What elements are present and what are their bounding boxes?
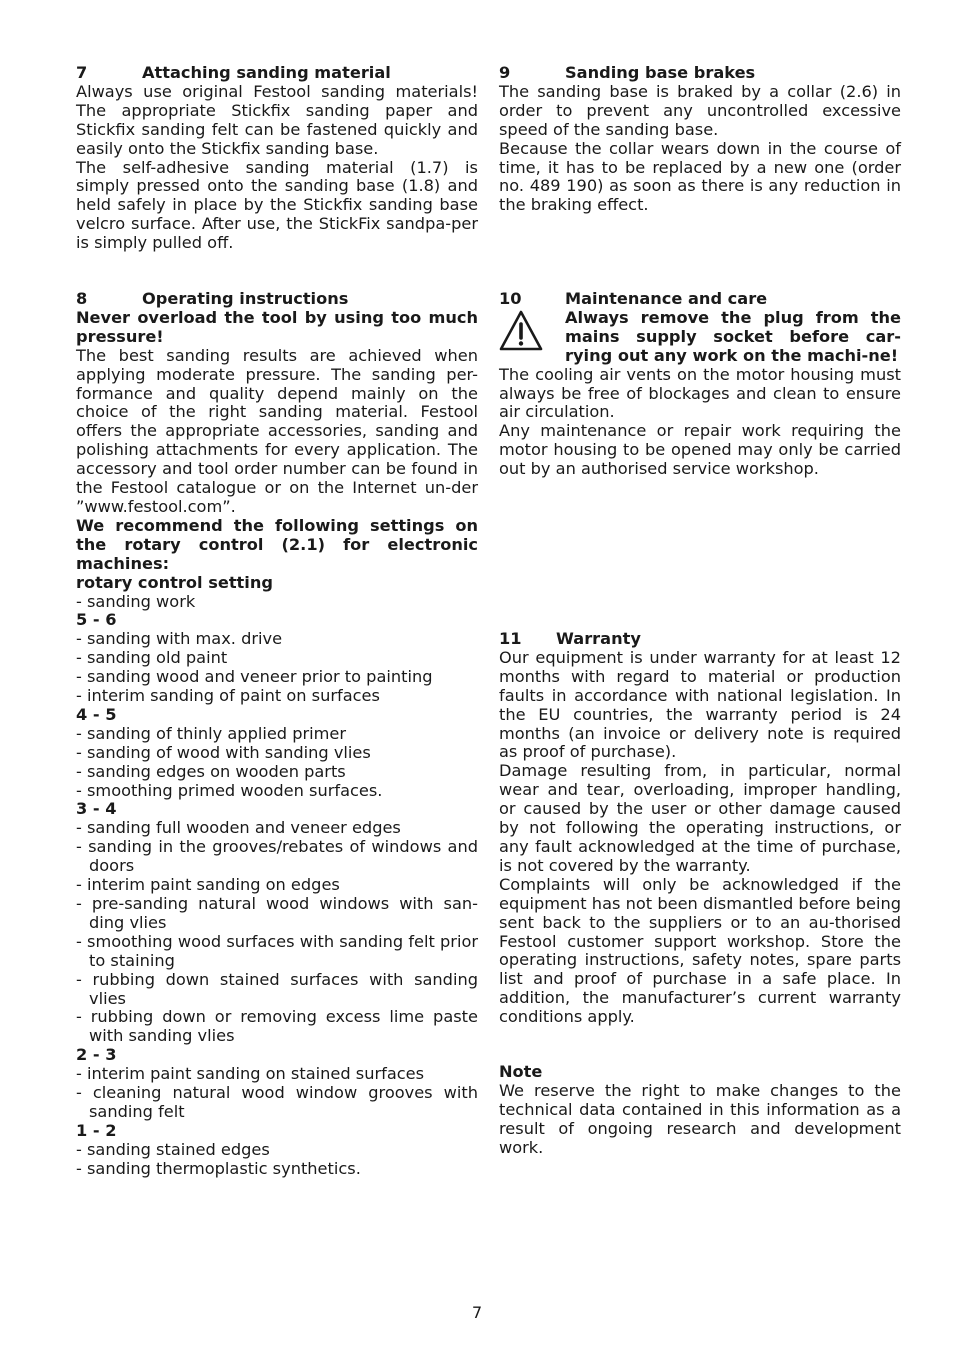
recommendation: We recommend the following settings on the rotary control (2.1) for electronic machines: [76,515,478,573]
section-title: Operating instructions [142,289,349,308]
setting-label: rotary control setting [76,572,273,592]
note-heading [499,1063,901,1082]
work-list [76,1141,478,1179]
setting-value: 5 - 6 [76,610,117,630]
list-item: - sanding old paint [76,648,228,668]
paragraph: Because the collar wears down in the course of time, it has to be replaced by a new one (order no. 489 190) as soon as there is any reduction in the braking effect. [499,138,901,215]
list-item: - rubbing down or removing excess lime paste with sanding vlies [76,1007,478,1046]
list-item: - cleaning natural wood window grooves with sanding felt [76,1083,478,1121]
work-list [76,819,478,1046]
setting-group [76,1122,478,1179]
paragraph: Our equipment is under warranty for at least 12 months with regard to material or production faults in accordance with national legislation. In the EU countries, the warranty period is 24 months (an invoice or delivery note is required as proof of purchase). [499,647,901,762]
setting-value: 4 - 5 [76,704,117,724]
page-number: 7 [471,1303,483,1322]
warning-text: Always remove the plug from the mains supply socket before car-rying out any work on the machi-ne! [565,307,901,365]
paragraph: The cooling air vents on the motor housing must always be free of blockages and clean to ensure air circulation. [499,364,901,422]
work-list [76,630,478,706]
section-number: 10 [499,289,522,308]
list-item: - sanding with max. drive [76,629,283,649]
list-item: - interim sanding of paint on surfaces [76,686,380,706]
note-section [499,1063,901,1158]
list-item: - sanding full wooden and veneer edges [76,818,401,838]
list-item: - pre-sanding natural wood windows with san-ding vlies [76,894,478,932]
setting-group [76,706,478,801]
section-title: Maintenance and care [565,289,768,308]
setting-value: 1 - 2 [76,1120,117,1140]
list-item: - sanding stained edges [76,1139,270,1159]
section-8-operating-instructions [76,290,478,1179]
list-item: - smoothing wood surfaces with sanding felt prior to staining [76,931,478,970]
section-title: Warranty [556,629,641,648]
paragraph: We reserve the right to make changes to the technical data contained in this information as a result of ongoing research and development work. [499,1080,901,1157]
list-item: - interim paint sanding on stained surfaces [76,1064,425,1084]
list-item: - interim paint sanding on edges [76,875,340,895]
list-item: - sanding edges on wooden parts [76,761,346,781]
work-list [76,1065,478,1122]
paragraph: Damage resulting from, in particular, normal wear and tear, overloading, improper handling, or caused by the user or other damage caused by not following the operating instructions, or any fault acknowledged at the time of purchase, is not covered by the warranty. [499,761,901,875]
section-11-heading [499,630,901,649]
work-list [76,725,478,801]
setting-group [76,800,478,1046]
section-title: Attaching sanding material [142,63,391,82]
overload-warning: Never overload the tool by using too much pressure! [76,307,478,346]
paragraph: The self-adhesive sanding material (1.7) is simply pressed onto the sanding base (1.8) and held safely in place by the Stickfix sanding base velcro surface. After use, the StickFix sandpa-per is simply pulled off. [76,157,478,253]
list-item: - sanding wood and veneer prior to painting [76,667,433,687]
safety-warning [499,309,901,366]
setting-value: 3 - 4 [76,799,117,819]
section-number: 8 [76,289,88,308]
list-item: - smoothing primed wooden surfaces. [76,780,383,800]
paragraph: Always use original Festool sanding materials! The appropriate Stickfix sanding paper and Stickfix sanding felt can be fastened quickly and easily onto the Stickfix sanding base. [76,81,478,158]
section-number: 9 [499,63,511,82]
list-item: - rubbing down stained surfaces with sanding vlies [76,969,478,1008]
section-7-heading [76,64,478,83]
work-label: - sanding work [76,591,196,611]
section-number: 7 [76,63,88,82]
paragraph: Any maintenance or repair work requiring the motor housing to be opened may only be carried out by an authorised service workshop. [499,421,901,479]
paragraph: The sanding base is braked by a collar (2.6) in order to prevent any uncontrolled excessive speed of the sanding base. [499,81,901,139]
section-9-heading [499,64,901,83]
list-item: - sanding of wood with sanding vlies [76,742,371,762]
section-8-heading [76,290,478,309]
section-9-sanding-base-brakes [499,64,901,215]
section-11-warranty [499,630,901,1027]
section-10-heading [499,290,901,309]
warning-triangle-icon [499,309,565,366]
paragraph: Complaints will only be acknowledged if the equipment has not been dismantled before being sent back to the suppliers or to an au-thorised Festool customer support workshop. Store the operating instructions, safety notes, spare parts list and proof of purchase in a safe place. In addition, the manufacturer’s current warranty conditions apply. [499,874,901,1027]
setting-value: 2 - 3 [76,1045,117,1065]
list-item: - sanding of thinly applied primer [76,723,347,743]
note-title: Note [499,1062,543,1081]
list-item: - sanding thermoplastic synthetics. [76,1158,361,1178]
section-7-attaching-sanding-material [76,64,478,253]
section-10-maintenance-and-care [499,290,901,479]
paragraph: The best sanding results are achieved when applying moderate pressure. The sanding per-formance and quality depend mainly on the choice of the right sanding material. Festool offers the appropriate accessories, sanding and polishing attachments for every application. The accessory and tool order number can be found in the Festool catalogue or on the Internet un-der ”www.festool.com”. [76,345,478,516]
setting-group [76,611,478,706]
section-number: 11 [499,629,522,648]
setting-group [76,1046,478,1122]
section-title: Sanding base brakes [565,63,756,82]
list-item: - sanding in the grooves/rebates of windows and doors [76,837,478,876]
